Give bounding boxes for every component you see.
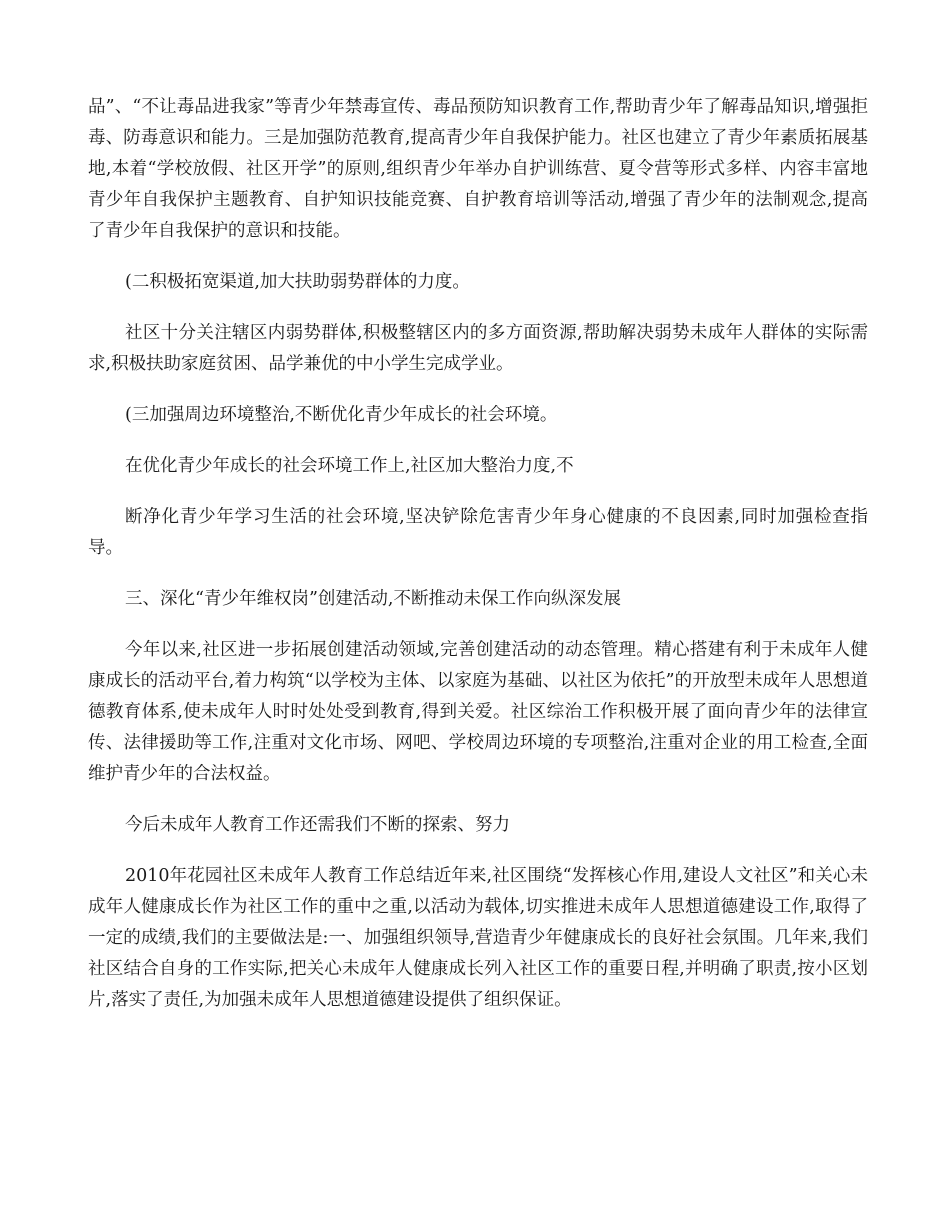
paragraph-7-heading: 三、深化“青少年维权岗”创建活动,不断推动未保工作向纵深发展 (125, 589, 621, 609)
paragraph-1: 品”、“不让毒品进我家”等青少年禁毒宣传、毒品预防知识教育工作,帮助青少年了解毒品知识,增强拒毒、防毒意识和能力。三是加强防范教育,提高青少年自我保护能力。社区也建立了青少年素质拓展基地,本着“学校放假、社区开学”的原则,组织青少年举办自护训练营、夏令营等形式多样、内容丰富地青少年自我保护主题教育、自护知识技能竞赛、自护教育培训等活动,增强了青少年的法制观念,提高了青少年自我保护的意识和技能。 (88, 97, 868, 241)
paragraph-3: 社区十分关注辖区内弱势群体,积极整辖区内的多方面资源,帮助解决弱势未成年人群体的实际需求,积极扶助家庭贫困、品学兼优的中小学生完成学业。 (88, 323, 868, 374)
paragraph-9: 今后未成年人教育工作还需我们不断的探索、努力 (125, 815, 510, 835)
paragraph-5: 在优化青少年成长的社会环境工作上,社区加大整治力度,不 (125, 456, 574, 476)
paragraph-4-heading: (三加强周边环境整治,不断优化青少年成长的社会环境。 (125, 405, 558, 425)
paragraph-2-heading: (二积极拓宽渠道,加大扶助弱势群体的力度。 (125, 272, 470, 292)
paragraph-6: 断净化青少年学习生活的社会环境,坚决铲除危害青少年身心健康的不良因素,同时加强检查指导。 (88, 507, 868, 558)
paragraph-8: 今年以来,社区进一步拓展创建活动领域,完善创建活动的动态管理。精心搭建有利于未成年人健康成长的活动平台,着力构筑“以学校为主体、以家庭为基础、以社区为依托”的开放型未成年人思想道德教育体系,使未成年人时时处处受到教育,得到关爱。社区综治工作积极开展了面向青少年的法律宣传、法律援助等工作,注重对文化市场、网吧、学校周边环境的专项整治,注重对企业的用工检查,全面维护青少年的合法权益。 (88, 640, 868, 784)
paragraph-10: 2010年花园社区未成年人教育工作总结近年来,社区围绕“发挥核心作用,建设人文社区”和关心未成年人健康成长作为社区工作的重中之重,以活动为载体,切实推进未成年人思想道德建设工作,取得了一定的成绩,我们的主要做法是:一、加强组织领导,营造青少年健康成长的良好社会氛围。几年来,我们社区结合自身的工作实际,把关心未成年人健康成长列入社区工作的重要日程,并明确了职责,按小区划片,落实了责任,为加强未成年人思想道德建设提供了组织保证。 (88, 866, 868, 1010)
document-page (88, 92, 868, 1036)
